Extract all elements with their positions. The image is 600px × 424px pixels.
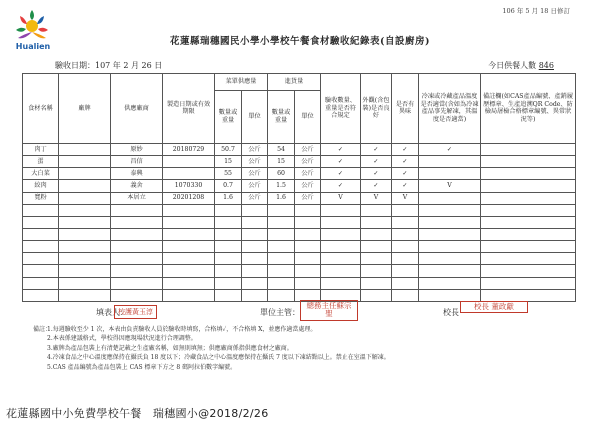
cell-temperature (419, 265, 481, 277)
cell-mfg-date (163, 168, 215, 180)
cell-odor (392, 241, 419, 253)
cell-odor: V (392, 192, 419, 204)
cell-mfg-date (163, 277, 215, 289)
empty-row (23, 253, 576, 265)
cell-vendor-unit (242, 289, 268, 301)
cell-odor (392, 229, 419, 241)
cell-vendor-unit (242, 204, 268, 216)
cell-item (23, 265, 59, 277)
cell-qty-match (321, 277, 361, 289)
cell-qty-match: V (321, 192, 361, 204)
revision-date: 106 年 5 月 18 日修訂 (502, 7, 570, 15)
cell-temperature (419, 241, 481, 253)
logo-text: Hualien (15, 42, 51, 51)
cell-in-qty: 15 (268, 156, 295, 168)
cell-in-qty (268, 216, 295, 228)
cell-supplier (111, 265, 163, 277)
cell-in-unit: 公斤 (295, 192, 321, 204)
cell-appearance (361, 204, 392, 216)
cell-in-qty (268, 241, 295, 253)
cell-temperature (419, 277, 481, 289)
meal-count-value: 846 (538, 61, 554, 70)
note-item: 5.CAS 產品編號為產品包裝上 CAS 標章下方之 8 碼阿拉伯數字編號。 (47, 363, 237, 371)
cell-item: 絞肉 (23, 180, 59, 192)
cell-item (23, 277, 59, 289)
cell-temperature (419, 204, 481, 216)
cell-supplier (111, 289, 163, 301)
table-row (23, 180, 576, 192)
cell-mfg-date (163, 253, 215, 265)
cell-factory (59, 229, 111, 241)
cell-appearance (361, 265, 392, 277)
cell-qty-match (321, 265, 361, 277)
cell-odor (392, 265, 419, 277)
header-vendor-unit: 單位 (242, 91, 268, 144)
empty-row (23, 289, 576, 301)
header-odor: 是否有異味 (392, 74, 419, 144)
cell-appearance (361, 229, 392, 241)
cell-factory (59, 168, 111, 180)
cell-vendor-unit (242, 277, 268, 289)
cell-temperature (419, 289, 481, 301)
inspection-table (22, 73, 576, 302)
cell-mfg-date: 20180729 (163, 143, 215, 155)
cell-vendor-qty (215, 277, 242, 289)
cell-remark (481, 216, 576, 228)
cell-in-unit (295, 216, 321, 228)
cell-in-qty: 1.5 (268, 180, 295, 192)
cell-vendor-unit: 公斤 (242, 143, 268, 155)
header-in-unit: 單位 (295, 91, 321, 144)
cell-mfg-date (163, 265, 215, 277)
cell-temperature (419, 229, 481, 241)
cell-remark (481, 265, 576, 277)
unit-signature (260, 307, 300, 318)
unit-stamp: 總務主任蘇宗聖 (300, 300, 358, 321)
cell-vendor-qty (215, 204, 242, 216)
header-in-qty: 數量或重量 (268, 91, 295, 144)
cell-vendor-unit (242, 265, 268, 277)
cell-vendor-qty (215, 216, 242, 228)
cell-qty-match: ✓ (321, 156, 361, 168)
cell-vendor-unit: 公斤 (242, 156, 268, 168)
cell-in-unit: 公斤 (295, 156, 321, 168)
cell-item: 大白菜 (23, 168, 59, 180)
cell-temperature (419, 192, 481, 204)
cell-factory (59, 192, 111, 204)
header-item: 食材名稱 (23, 74, 59, 144)
cell-appearance: V (361, 192, 392, 204)
cell-odor: ✓ (392, 180, 419, 192)
table-row (23, 192, 576, 204)
cell-factory (59, 180, 111, 192)
cell-vendor-qty: 0.7 (215, 180, 242, 192)
header-mfg-date: 製造日期或有效期限 (163, 74, 215, 144)
note-item: 1.每週驗收至少 1 次，本表由負責驗收人員於驗收時填寫，合格填✓，不合格填 X，並應作適當處理。 (47, 326, 317, 333)
cell-vendor-qty (215, 241, 242, 253)
cell-supplier: 泰興 (111, 168, 163, 180)
cell-vendor-qty (215, 265, 242, 277)
cell-item (23, 253, 59, 265)
cell-vendor-qty: 50.7 (215, 143, 242, 155)
cell-appearance (361, 253, 392, 265)
cell-in-unit (295, 229, 321, 241)
cell-qty-match (321, 253, 361, 265)
cell-appearance (361, 289, 392, 301)
notes (33, 325, 582, 372)
principal-stamp: 校長 董政獻 (460, 301, 528, 313)
cell-temperature (419, 156, 481, 168)
cell-mfg-date (163, 289, 215, 301)
cell-vendor-qty: 15 (215, 156, 242, 168)
empty-row (23, 229, 576, 241)
cell-appearance: ✓ (361, 180, 392, 192)
cell-mfg-date (163, 156, 215, 168)
header-incoming: 進貨量 (268, 74, 321, 91)
table-row (23, 168, 576, 180)
cell-odor: ✓ (392, 168, 419, 180)
meal-count-label: 今日供餐人數 (488, 61, 537, 70)
cell-in-unit (295, 277, 321, 289)
cell-remark (481, 253, 576, 265)
cell-remark (481, 143, 576, 155)
cell-in-unit (295, 265, 321, 277)
empty-row (23, 277, 576, 289)
cell-factory (59, 277, 111, 289)
cell-vendor-qty: 55 (215, 168, 242, 180)
cell-vendor-qty (215, 289, 242, 301)
cell-qty-match: ✓ (321, 143, 361, 155)
cell-mfg-date: 20201208 (163, 192, 215, 204)
cell-in-unit: 公斤 (295, 168, 321, 180)
cell-item: 肉丁 (23, 143, 59, 155)
cell-appearance: ✓ (361, 168, 392, 180)
cell-vendor-unit: 公斤 (242, 180, 268, 192)
cell-item (23, 204, 59, 216)
cell-vendor-unit: 公斤 (242, 192, 268, 204)
cell-item (23, 229, 59, 241)
cell-remark (481, 229, 576, 241)
cell-vendor-unit (242, 241, 268, 253)
cell-appearance (361, 277, 392, 289)
cell-mfg-date (163, 204, 215, 216)
cell-item (23, 216, 59, 228)
cell-in-qty (268, 277, 295, 289)
cell-factory (59, 156, 111, 168)
header-vendor-supply: 菜單供應量 (215, 74, 268, 91)
cell-supplier: 本居立 (111, 192, 163, 204)
cell-vendor-unit (242, 253, 268, 265)
cell-supplier (111, 277, 163, 289)
cell-in-unit (295, 253, 321, 265)
principal-label: 校長 (443, 308, 459, 317)
empty-row (23, 204, 576, 216)
cell-vendor-qty: 1.6 (215, 192, 242, 204)
cell-item: 蛋 (23, 156, 59, 168)
cell-odor (392, 204, 419, 216)
filler-stamp: 校護黃玉淳 (114, 305, 157, 319)
cell-remark (481, 277, 576, 289)
cell-in-unit: 公斤 (295, 143, 321, 155)
cell-mfg-date (163, 229, 215, 241)
cell-remark (481, 204, 576, 216)
page-title: 花蓮縣瑞穗國民小學小學校午餐食材驗收紀錄表(自設廚房) (170, 36, 430, 47)
cell-factory (59, 265, 111, 277)
cell-remark (481, 168, 576, 180)
cell-factory (59, 216, 111, 228)
empty-row (23, 216, 576, 228)
header-temperature: 冷凍或冷藏產品溫度是否適當(含如為冷凍產品事先解凍，其溫度是否適當) (419, 74, 481, 144)
note-item: 4.冷凍食品之中心溫度應保持在攝氏負 18 度以下；冷藏食品之中心溫度應保持在攝氏 7 度以下凍結點以上。禁止在室溫下解凍。 (47, 354, 390, 362)
watermark-caption: 花蓮縣國中小免費學校午餐 瑞穗國小@2018/2/26 (6, 407, 269, 420)
cell-appearance: ✓ (361, 156, 392, 168)
cell-qty-match (321, 216, 361, 228)
header-appearance: 外觀(含包裝)是否良好 (361, 74, 392, 144)
cell-odor: ✓ (392, 143, 419, 155)
cell-in-qty (268, 229, 295, 241)
cell-remark (481, 180, 576, 192)
cell-qty-match (321, 204, 361, 216)
empty-row (23, 241, 576, 253)
table-row (23, 156, 576, 168)
cell-vendor-unit (242, 216, 268, 228)
cell-mfg-date (163, 241, 215, 253)
cell-in-qty (268, 204, 295, 216)
meal-count (488, 60, 554, 71)
table-row (23, 143, 576, 155)
cell-mfg-date (163, 216, 215, 228)
cell-odor (392, 289, 419, 301)
unit-label: 單位主管： (260, 308, 300, 317)
note-item: 3.廠牌為產品包裝上有清楚記載之生產廠名稱，如無則填無；供應廠商係指供應食材之廠商。 (47, 344, 293, 352)
notes-heading: 備註： (33, 326, 52, 333)
header-qty-match: 驗收數量、重量是否符合規定 (321, 74, 361, 144)
cell-supplier (111, 204, 163, 216)
cell-factory (59, 289, 111, 301)
cell-appearance (361, 216, 392, 228)
cell-in-unit (295, 204, 321, 216)
cell-odor: ✓ (392, 156, 419, 168)
cell-odor (392, 253, 419, 265)
filler-label: 填表人： (96, 308, 128, 317)
header-vendor-qty: 數量或重量 (215, 91, 242, 144)
cell-in-qty: 1.6 (268, 192, 295, 204)
cell-supplier (111, 229, 163, 241)
header-remarks: 備註欄(如CAS產品編號、產銷履歷標章、生產追溯QR Code、防檢局屠檢合格標章編號、異常狀況等) (481, 74, 576, 144)
cell-remark (481, 156, 576, 168)
header-factory: 廠牌 (59, 74, 111, 144)
cell-factory (59, 204, 111, 216)
cell-in-unit: 公斤 (295, 180, 321, 192)
cell-supplier (111, 241, 163, 253)
cell-qty-match (321, 241, 361, 253)
cell-temperature (419, 253, 481, 265)
cell-in-qty (268, 289, 295, 301)
cell-in-qty (268, 253, 295, 265)
cell-supplier: 義舍 (111, 180, 163, 192)
cell-item (23, 289, 59, 301)
cell-supplier (111, 253, 163, 265)
cell-mfg-date: 1070330 (163, 180, 215, 192)
cell-in-qty: 60 (268, 168, 295, 180)
empty-row (23, 265, 576, 277)
inspection-date: 驗收日期：107 年 2 月 26 日 (55, 61, 163, 70)
cell-odor (392, 216, 419, 228)
cell-odor (392, 277, 419, 289)
cell-factory (59, 143, 111, 155)
cell-vendor-qty (215, 229, 242, 241)
cell-supplier: 昌信 (111, 156, 163, 168)
cell-vendor-unit: 公斤 (242, 168, 268, 180)
cell-qty-match (321, 229, 361, 241)
header-supplier: 供應廠商 (111, 74, 163, 144)
cell-supplier (111, 216, 163, 228)
cell-in-qty: 54 (268, 143, 295, 155)
principal-signature (443, 307, 459, 318)
cell-temperature: ✓ (419, 143, 481, 155)
cell-item: 寬粉 (23, 192, 59, 204)
cell-remark (481, 241, 576, 253)
cell-temperature (419, 216, 481, 228)
cell-temperature (419, 168, 481, 180)
cell-remark (481, 192, 576, 204)
cell-appearance (361, 241, 392, 253)
cell-in-unit (295, 241, 321, 253)
cell-appearance: ✓ (361, 143, 392, 155)
cell-in-qty (268, 265, 295, 277)
cell-qty-match: ✓ (321, 168, 361, 180)
cell-factory (59, 253, 111, 265)
cell-temperature: V (419, 180, 481, 192)
cell-factory (59, 241, 111, 253)
cell-vendor-qty (215, 253, 242, 265)
cell-supplier: 原妙 (111, 143, 163, 155)
cell-vendor-unit (242, 229, 268, 241)
cell-remark (481, 289, 576, 301)
note-item: 2.本表係建議格式，學校得因應現場狀況進行合理調整。 (47, 335, 197, 343)
cell-item (23, 241, 59, 253)
cell-qty-match: ✓ (321, 180, 361, 192)
